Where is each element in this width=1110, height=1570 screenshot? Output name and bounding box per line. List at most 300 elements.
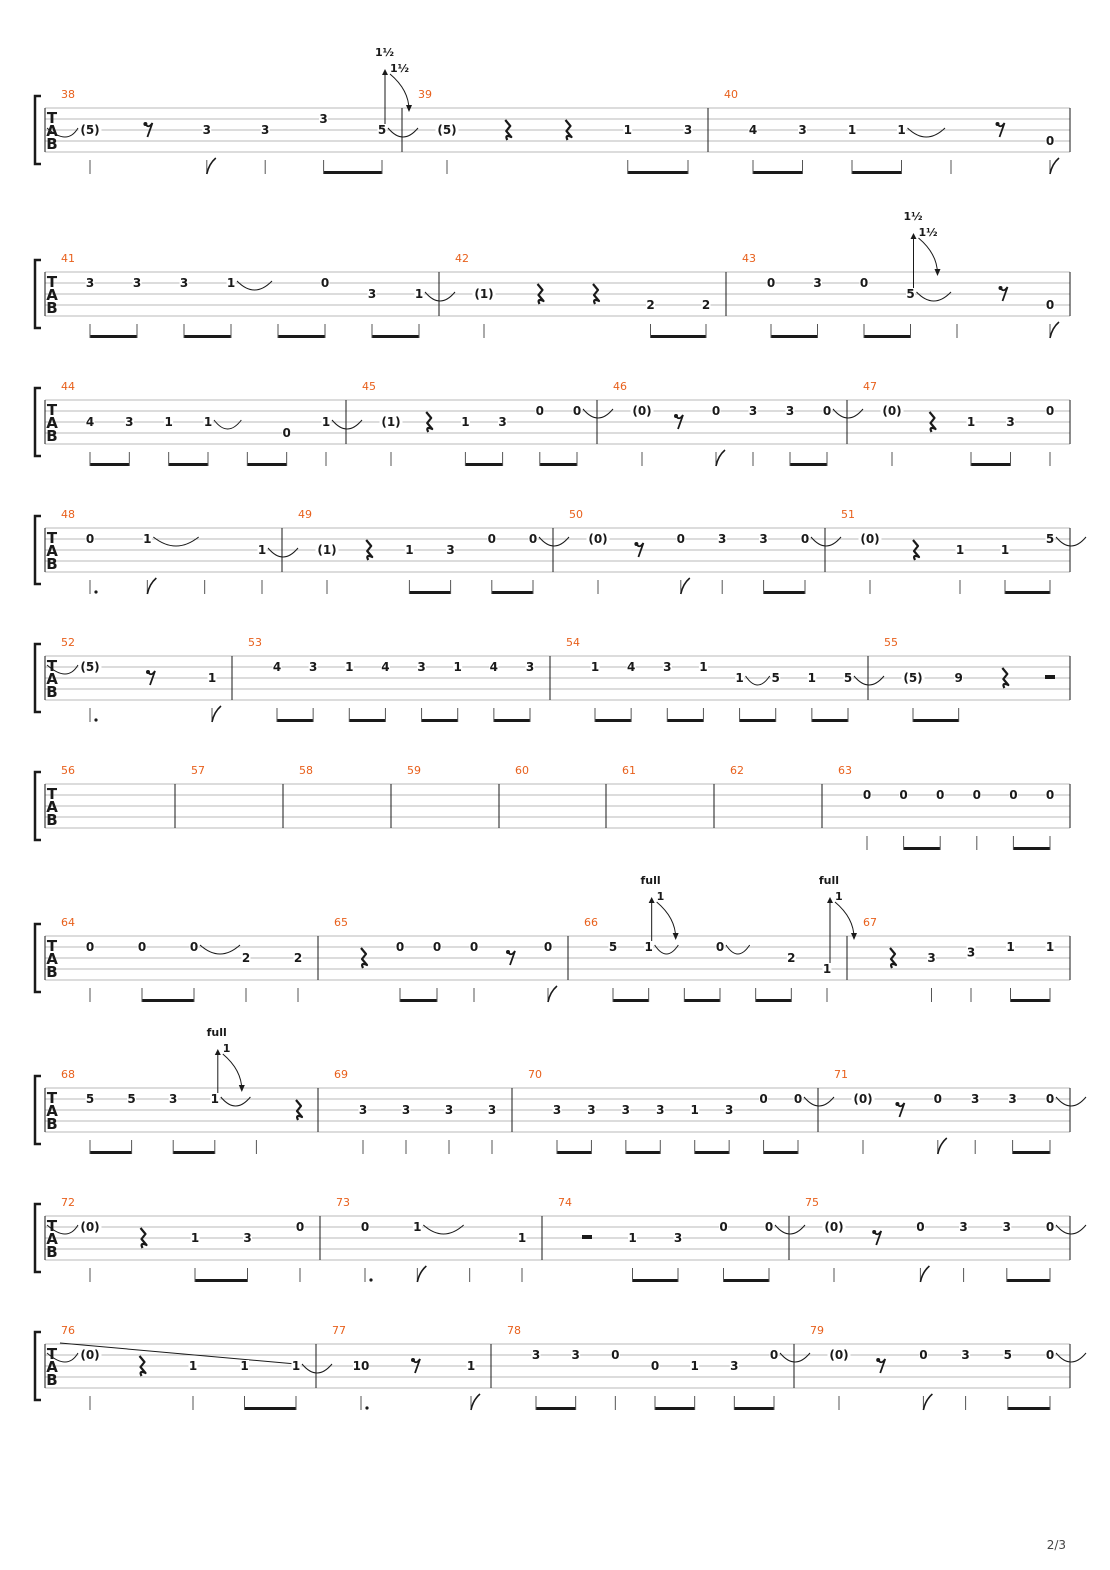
tab-clef-letter: B [46,427,58,445]
fret-number: 3 [1002,1220,1011,1234]
fret-number: 3 [525,660,535,674]
beam [740,719,776,722]
beam [540,463,577,466]
dot [94,718,97,721]
release-curve [919,238,938,274]
measure-number: 39 [418,88,432,101]
fret-number: (0) [882,404,902,418]
fret-number: 3 [444,1103,454,1117]
beam [724,1279,770,1282]
tie-arc [833,409,863,418]
fret-number: 3 [446,543,455,557]
fret-number: 0 [650,1359,660,1373]
fret-number: 5 [608,940,618,954]
fret-number: 1 [644,940,653,954]
fret-number: 5 [377,123,387,137]
tie-arc [804,1097,834,1106]
fret-number: (5) [80,123,100,137]
fret-number: 3 [813,276,822,290]
fret-number: 5 [1045,532,1055,546]
fret-number: 3 [966,945,976,960]
rest-eighth-dot [999,286,1003,290]
bend-label: full [818,874,839,887]
tab-clef-letter: A [46,1358,58,1376]
fret-number: 1 [623,123,632,137]
beam [790,463,827,466]
fret-number: 3 [587,1103,596,1117]
fret-number: (0) [853,1092,873,1106]
beam [904,847,941,850]
beam [1007,1279,1050,1282]
tie-arc [780,1353,810,1362]
fret-number: 3 [673,1231,683,1245]
measure-number: 67 [863,916,877,929]
beam [633,1279,679,1282]
beam [913,719,959,722]
fret-number: 3 [498,415,507,429]
measure-number: 56 [61,764,75,777]
fret-number: 3 [785,404,795,418]
fret-number: 1 [345,660,354,674]
beam [492,591,533,594]
fret-number: 0 [282,426,291,440]
fret-number: 0 [535,404,544,418]
tab-clef-letter: A [46,798,58,816]
tab-clef-letter: B [46,299,58,317]
bend-arrow [215,1049,221,1055]
fret-number: 4 [748,123,758,137]
measure-number: 58 [299,764,313,777]
fret-number: (1) [474,287,494,301]
rest-eighth-dot [872,1230,876,1234]
fret-number: 3 [927,951,936,965]
fret-number: 3 [367,287,377,301]
beam [852,171,902,174]
measure-number: 40 [724,88,738,101]
measure-number: 60 [515,764,529,777]
tie-arc [811,537,841,546]
bend-label: full [206,1026,227,1039]
measure-number: 41 [61,252,75,265]
tab-clef-letter: A [46,542,58,560]
tie-arc [1056,537,1086,546]
fret-number: 0 [1045,134,1055,148]
fret-number: 3 [401,1103,411,1117]
fret-number: 0 [759,1092,768,1106]
tie-arc [854,676,884,685]
tie-arc [1056,1225,1086,1234]
tab-clef-letter: A [46,1230,58,1248]
measure-number: 65 [334,916,348,929]
tie-arc [775,1225,805,1234]
beam [173,1151,215,1154]
beam [557,1151,591,1154]
rest-eighth-dot [506,950,510,954]
tie-arc [221,1097,251,1106]
beam [247,463,286,466]
tab-clef-letter: B [46,555,58,573]
tab-clef-letter: B [46,1243,58,1261]
fret-number: 1 [847,123,857,137]
fret-number: 1 [807,671,817,685]
fret-number: 0 [487,532,496,546]
fret-number: 1 [291,1359,301,1373]
tab-clef-letter: B [46,683,58,701]
fret-number: 5 [771,671,780,685]
system-bracket [35,516,41,584]
tie-arc [539,537,569,546]
release-label: 1½ [918,226,938,239]
beam [764,591,805,594]
measure-number: 77 [332,1324,346,1337]
fret-number: 2 [646,298,655,312]
fret-number: (0) [632,404,652,418]
fret-number: 2 [787,951,796,965]
fret-number: 1 [164,415,173,429]
fret-number: (1) [317,543,337,557]
bend-label: 1½ [374,46,394,59]
fret-number: 3 [308,660,318,674]
fret-number: 0 [572,404,582,418]
beam [422,719,458,722]
fret-number: 3 [417,660,426,674]
fret-number: 1 [453,660,462,674]
eighth-flag [1050,322,1059,338]
measure-number: 54 [566,636,580,649]
tie-arc [423,1225,463,1234]
fret-number: 1 [190,1231,200,1245]
fret-number: 5 [1003,1348,1012,1362]
beam [400,999,437,1002]
fret-number: (0) [824,1220,844,1234]
fret-number: 0 [295,1220,305,1234]
fret-number: 1 [414,287,424,301]
tab-clef-letter: A [46,286,58,304]
fret-number: 0 [676,532,685,546]
beam [651,335,707,338]
bend-arrow [911,233,917,239]
fret-number: 4 [626,660,636,674]
tab-clef-letter: B [46,811,58,829]
beam [169,463,208,466]
fret-number: 3 [358,1103,368,1117]
eighth-flag [938,1138,947,1154]
fret-number: 3 [552,1103,562,1117]
eighth-flag [923,1394,932,1410]
fret-number: 4 [85,415,95,429]
fret-number: 5 [127,1092,136,1106]
fret-number: (5) [437,123,457,137]
beam [764,1151,798,1154]
fret-number: 1 [143,532,152,546]
measure-number: 76 [61,1324,75,1337]
rest-eighth-dot [146,670,150,674]
tab-clef-letter: T [46,273,58,291]
beam [971,463,1011,466]
fret-number: 3 [663,660,672,674]
measure-number: 42 [455,252,469,265]
fret-number: 1 [628,1231,637,1245]
fret-number: 3 [125,415,134,429]
tie-arc [1056,1097,1086,1106]
eighth-flag [548,986,557,1002]
tie-arc [153,537,198,546]
fret-number: 3 [202,123,211,137]
fret-number: 0 [1045,1220,1055,1234]
beam [324,171,382,174]
fret-number: 1 [735,671,744,685]
tab-clef-letter: B [46,1115,58,1133]
eighth-flag [417,1266,426,1282]
beam [195,1279,248,1282]
beam [184,335,231,338]
tie-arc [237,281,272,290]
measure-number: 49 [298,508,312,521]
beam [90,463,129,466]
fret-number: 2 [701,298,711,312]
fret-number: 3 [656,1103,665,1117]
beam [409,591,450,594]
bend-label: 1½ [903,210,923,223]
fret-number: 2 [293,951,303,965]
fret-number: 1 [203,415,213,429]
eighth-flag [147,578,156,594]
release-label: 1 [656,890,665,903]
fret-number: 0 [919,1348,928,1362]
measure-number: 51 [841,508,855,521]
release-label: 1 [835,890,843,903]
tab-clef-letter: A [46,950,58,968]
system-bracket [35,96,41,164]
rest-eighth-dot [895,1102,899,1106]
fret-number: 1 [1000,543,1010,557]
fret-number: 3 [971,1092,980,1106]
rest-eighth-dot [996,122,1000,126]
fret-number: 3 [261,123,270,137]
fret-number: 0 [528,532,538,546]
tie-arc [200,945,240,954]
fret-number: 4 [489,660,499,674]
fret-number: 1 [1045,940,1055,954]
fret-number: 0 [800,532,810,546]
system-bracket [35,1204,41,1272]
measure-number: 46 [613,380,627,393]
beam [734,1407,774,1410]
fret-number: 0 [769,1348,779,1362]
fret-number: 1 [405,543,414,557]
release-label: 1½ [390,62,410,75]
tab-clef-letter: T [46,109,58,127]
fret-number: 0 [189,940,199,954]
bend-arrow [382,69,388,75]
dot [369,1278,372,1281]
release-curve [223,1054,242,1090]
beam [536,1407,576,1410]
fret-number: 3 [621,1103,631,1117]
measure-number: 38 [61,88,75,101]
fret-number: 0 [320,276,330,290]
rest-eighth-dot [411,1358,415,1362]
beam [613,999,649,1002]
fret-number: 1 [517,1231,527,1245]
beam [277,719,313,722]
fret-number: 3 [748,404,758,418]
measure-number: 61 [622,764,636,777]
fret-number: 0 [1045,788,1055,802]
fret-number: 3 [169,1092,178,1106]
fret-number: 0 [1045,1092,1055,1106]
measure-number: 62 [730,764,744,777]
measure-number: 59 [407,764,421,777]
beam [90,335,137,338]
release-label: 1 [222,1042,231,1055]
beam [771,335,818,338]
tie-arc [268,548,298,557]
fret-number: 0 [1009,788,1018,802]
bend-arrow [827,897,833,903]
fret-number: 0 [972,788,981,802]
measure-number: 44 [61,380,75,393]
system-bracket [35,1076,41,1144]
fret-number: (0) [860,532,880,546]
rest-half [1045,675,1055,679]
eighth-flag [471,1394,480,1410]
fret-number: 0 [719,1220,728,1234]
beam [812,719,848,722]
beam [864,335,911,338]
fret-number: 1 [210,1092,219,1106]
measure-number: 70 [528,1068,542,1081]
fret-number: 1 [966,415,976,429]
dot [94,590,97,593]
beam [695,1151,729,1154]
fret-number: 0 [766,276,776,290]
rest-eighth-dot [876,1358,880,1362]
fret-number: 3 [179,276,189,290]
fret-number: 1 [690,1359,699,1373]
measure-number: 45 [362,380,376,393]
fret-number: 1 [955,543,965,557]
tie-arc [425,292,455,301]
fret-number: 1 [590,660,600,674]
measure-number: 52 [61,636,75,649]
measure-number: 68 [61,1068,75,1081]
tab-clef-letter: T [46,1345,58,1363]
rest-eighth-dot [674,414,678,418]
fret-number: (0) [829,1348,849,1362]
beam [628,171,688,174]
beam [90,1151,132,1154]
tab-clef-letter: B [46,963,58,981]
tab-clef-letter: T [46,657,58,675]
fret-number: 0 [916,1220,925,1234]
tie-arc [1056,1353,1086,1362]
fret-number: (1) [381,415,401,429]
fret-number: 3 [798,123,807,137]
fret-number: 0 [469,940,479,954]
beam [756,999,792,1002]
measure-number: 72 [61,1196,75,1209]
fret-number: 5 [843,671,853,685]
fret-number: 0 [933,1092,942,1106]
release-curve [835,902,854,938]
eighth-flag [681,578,690,594]
system-bracket [35,388,41,456]
fret-number: (5) [80,660,100,674]
beam [245,1407,297,1410]
fret-number: 0 [360,1220,370,1234]
fret-number: 1 [461,415,470,429]
tab-clef-letter: A [46,670,58,688]
fret-number: 0 [793,1092,803,1106]
tie-arc [332,420,362,429]
fret-number: 3 [1006,415,1015,429]
fret-number: 0 [822,404,832,418]
fret-number: 0 [137,940,147,954]
beam [1005,591,1050,594]
measure-number: 53 [248,636,262,649]
fret-number: 1 [897,123,906,137]
fret-number: 0 [862,788,872,802]
fret-number: 2 [241,951,251,965]
measure-number: 50 [569,508,583,521]
measure-number: 47 [863,380,877,393]
beam [372,335,419,338]
fret-number: 0 [715,940,725,954]
eighth-flag [207,158,216,174]
tie-arc [917,292,952,301]
beam [1013,1151,1050,1154]
fret-number: 3 [1008,1092,1017,1106]
beam [278,335,325,338]
fret-number: 1 [1006,940,1015,954]
measure-number: 73 [336,1196,350,1209]
fret-number: 3 [683,123,693,137]
fret-number: 1 [207,671,217,685]
release-curve [390,74,409,110]
system-bracket [35,644,41,712]
fret-number: 1 [321,415,331,429]
fret-number: 1 [699,660,708,674]
tie-arc [388,128,418,137]
fret-number: 0 [543,940,553,954]
fret-number: 1 [240,1359,249,1373]
beam [465,463,502,466]
fret-number: 3 [724,1103,734,1117]
fret-number: 1 [466,1359,476,1373]
tab-clef-letter: T [46,785,58,803]
fret-number: 1 [188,1359,198,1373]
fret-number: (0) [588,532,608,546]
beam [626,1151,660,1154]
tie-arc [726,945,750,954]
fret-number: 3 [85,276,95,290]
fret-number: (0) [80,1220,100,1234]
eighth-flag [716,450,725,466]
measure-number: 75 [805,1196,819,1209]
fret-number: 1 [257,543,267,557]
measure-number: 79 [810,1324,824,1337]
system-bracket [35,924,41,992]
fret-number: 0 [395,940,405,954]
fret-number: 1 [690,1103,699,1117]
fret-number: 10 [352,1359,370,1373]
rest-eighth-dot [634,542,638,546]
measure-number: 63 [838,764,852,777]
tab-clef-letter: T [46,401,58,419]
tie-arc [214,420,241,429]
fret-number: (0) [80,1348,100,1362]
